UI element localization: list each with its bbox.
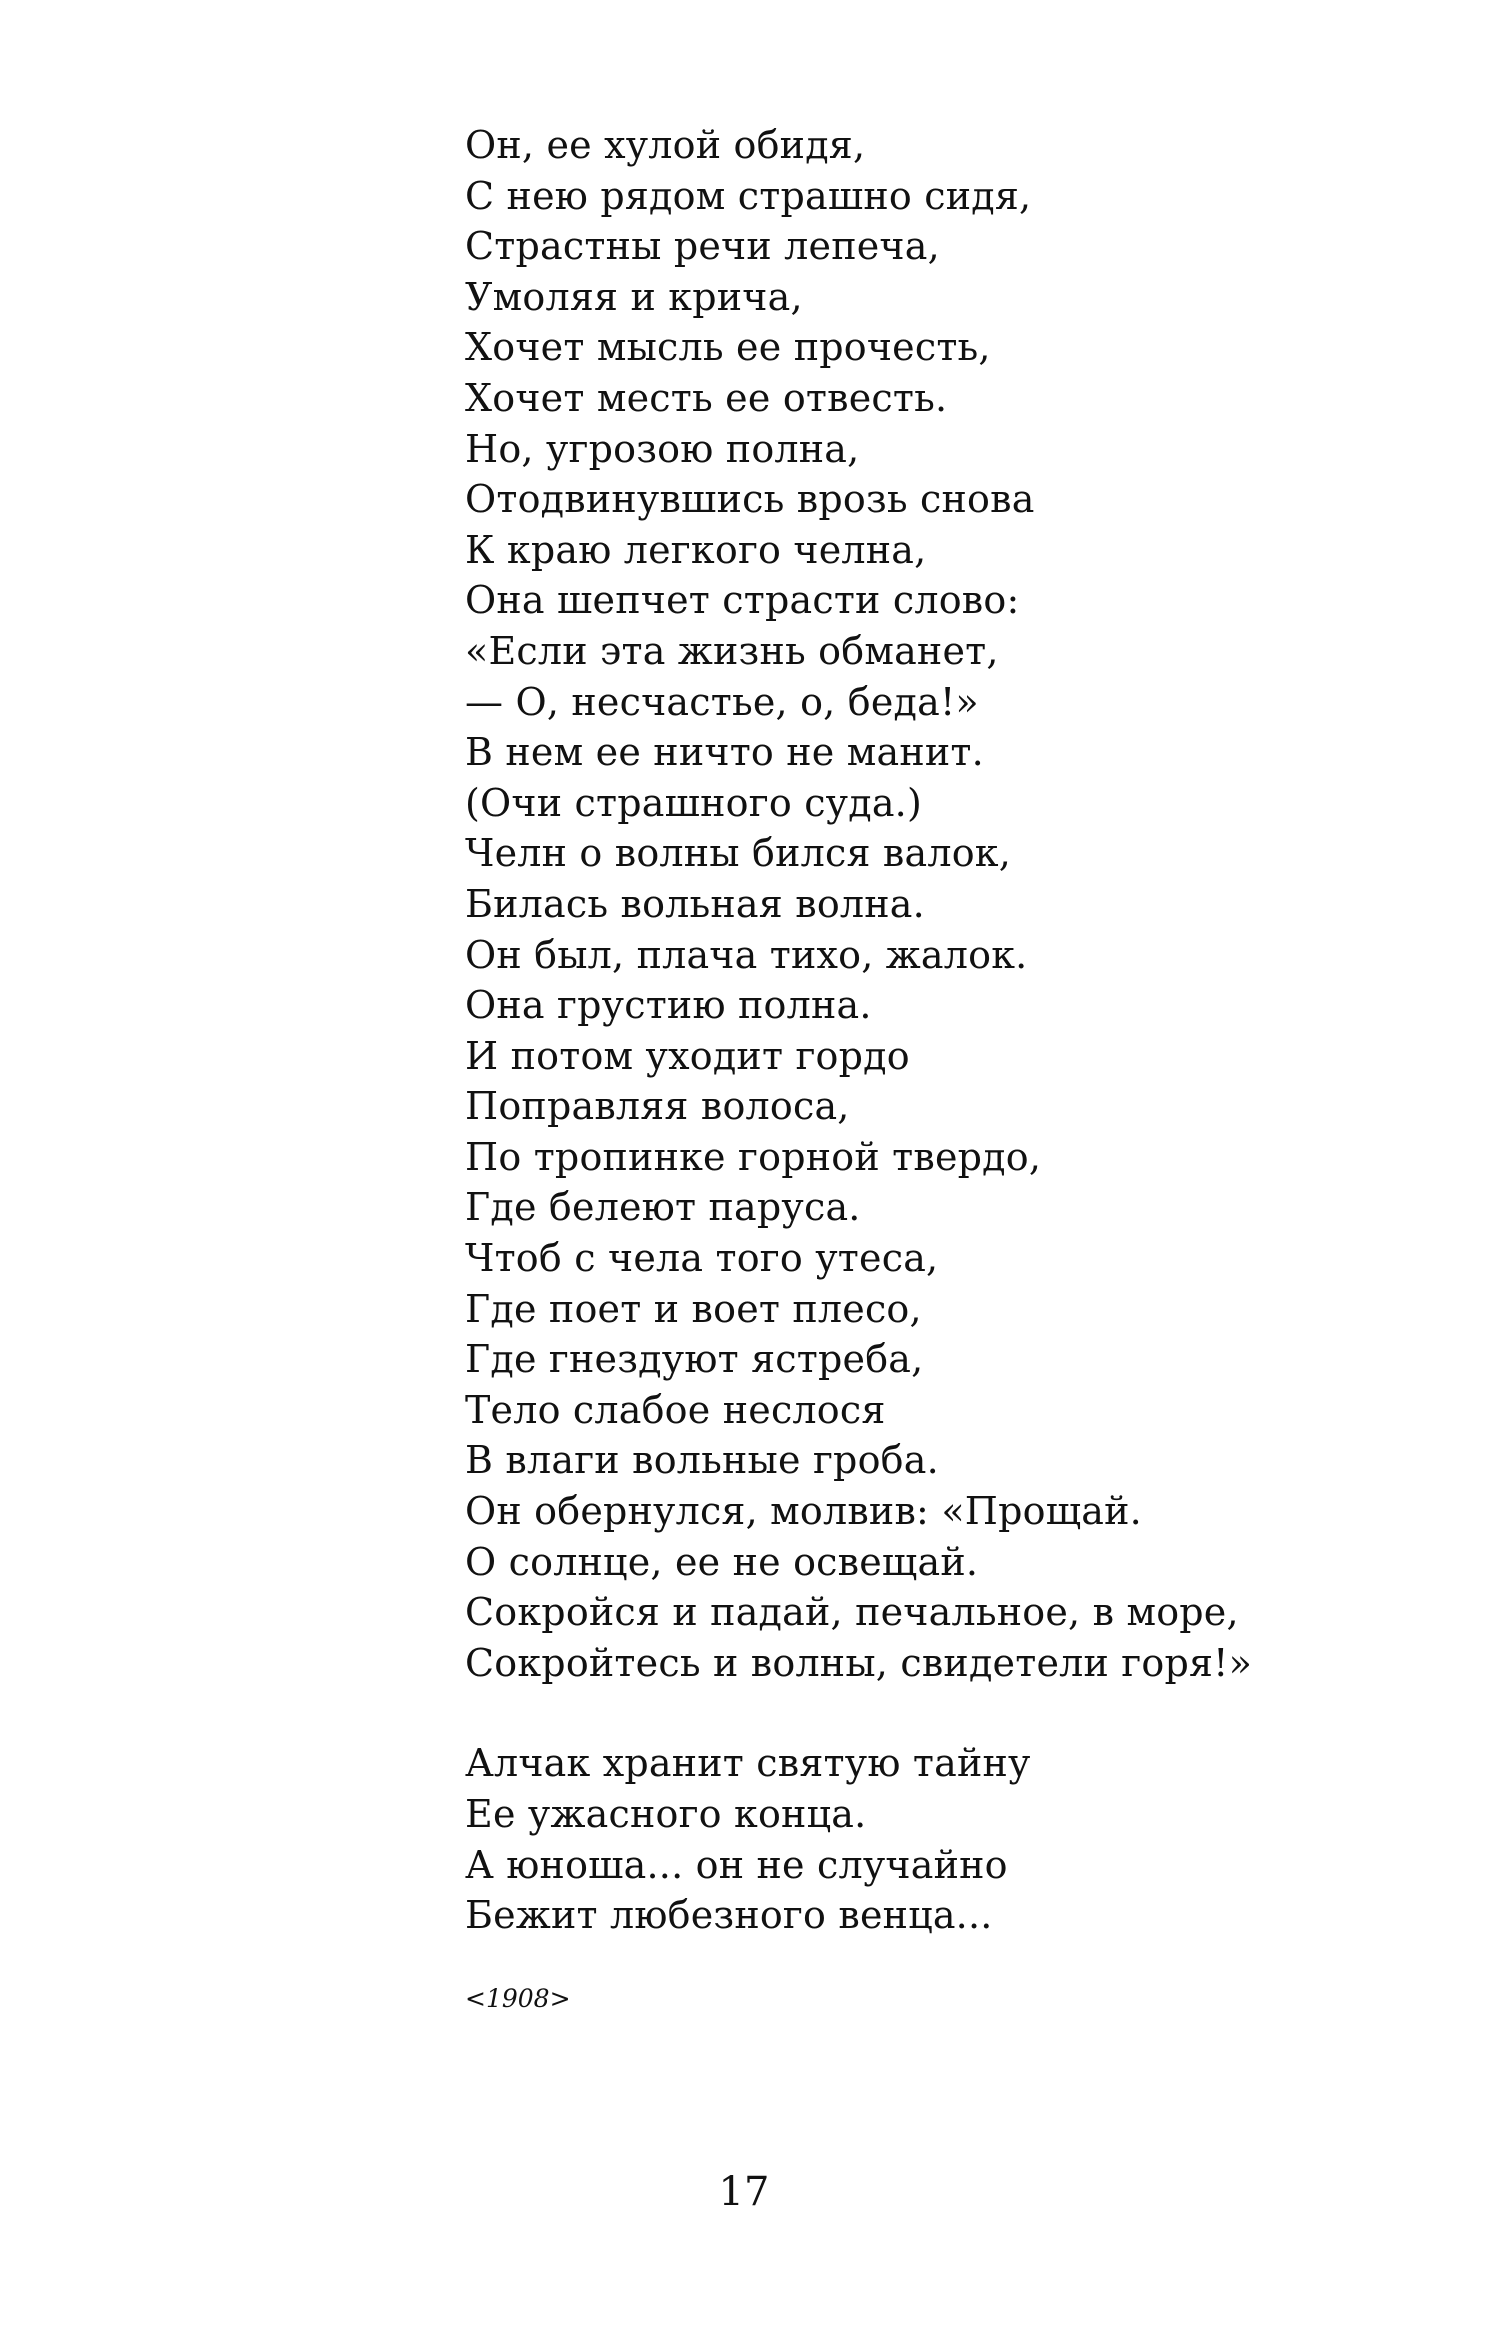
poem-line: Билась вольная волна. [465, 881, 925, 926]
stanza-1 [465, 120, 1425, 1688]
poem-line: Ее ужасного конца. [465, 1792, 867, 1836]
poem-line: Отодвинувшись врозь снова [465, 477, 1035, 522]
poem-line: Хочет мысль ее прочесть, [465, 325, 991, 370]
poem-line: Хочет месть ее отвесть. [465, 375, 948, 420]
poem-line: Тело слабое неслося [465, 1387, 886, 1432]
poem-line: Умоляя и крича, [465, 274, 803, 319]
poem-line: Но, угрозою полна, [465, 426, 860, 471]
poem-line: Он обернулся, молвив: «Прощай. [465, 1489, 1142, 1534]
poem-line: К краю легкого челна, [465, 527, 927, 572]
poem-line: Где поет и воет плесо, [465, 1286, 922, 1331]
poem-line: А юноша... он не случайно [465, 1842, 1008, 1887]
poem-line: Алчак хранит святую тайну [465, 1741, 1031, 1786]
poem-line: По тропинке горной твердо, [465, 1134, 1042, 1179]
poem-line: Бежит любезного венца... [465, 1893, 993, 1938]
poem-line: Сокройся и падай, печальное, в море, [465, 1590, 1239, 1635]
poem-line: С нею рядом страшно сидя, [465, 173, 1032, 218]
poem-line: Где гнездуют ястреба, [465, 1337, 924, 1382]
poem-line: И потом уходит гордо [465, 1033, 910, 1078]
poem-line: Поправляя волоса, [465, 1084, 850, 1129]
poem-line: Чтоб с чела того утеса, [465, 1236, 939, 1281]
poem-line: Где белеют паруса. [465, 1185, 861, 1230]
poem [465, 120, 1425, 1941]
poem-line: В влаги вольные гроба. [465, 1438, 939, 1483]
poem-line: — О, несчастье, о, беда!» [465, 679, 979, 724]
poem-date: <1908> [465, 1984, 571, 2013]
poem-line: В нем ее ничто не манит. [465, 730, 984, 775]
poem-line: (Очи страшного суда.) [465, 780, 922, 825]
poem-line: Он, ее хулой обидя, [465, 123, 866, 167]
poem-line: Она грустию полна. [465, 983, 872, 1028]
poem-line: Он был, плача тихо, жалок. [465, 932, 1028, 977]
poem-line: Она шепчет страсти слово: [465, 578, 1020, 623]
stanza-2 [465, 1738, 1425, 1940]
poem-line: «Если эта жизнь обманет, [465, 628, 999, 673]
poem-line: Страстны речи лепеча, [465, 224, 940, 269]
poem-line: Сокройтесь и волны, свидетели горя!» [465, 1640, 1253, 1685]
poem-line: О солнце, ее не освещай. [465, 1539, 979, 1584]
page-number: 17 [718, 2169, 770, 2215]
poem-line: Челн о волны бился валок, [465, 831, 1011, 876]
